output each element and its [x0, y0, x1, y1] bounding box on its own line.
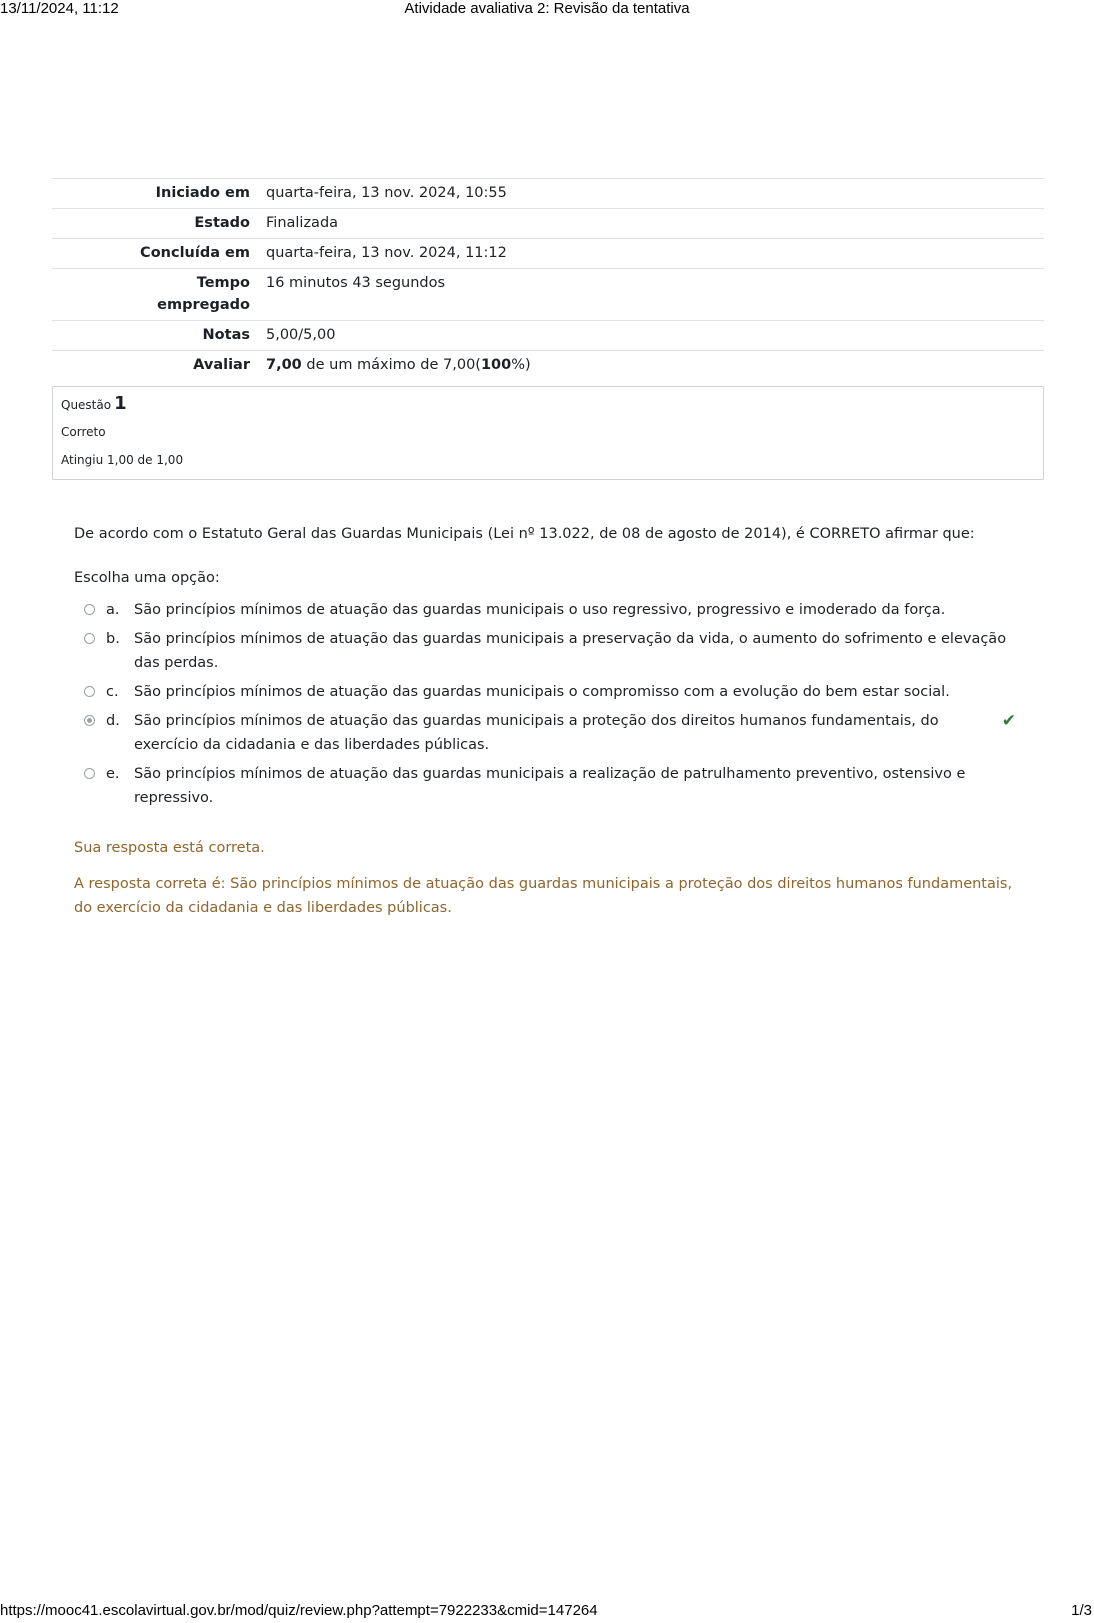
option-text: São princípios mínimos de atuação das guardas municipais o compromisso com a evolução do bem estar social. — [134, 684, 950, 700]
summary-row-state — [52, 209, 1044, 239]
option-text: São princípios mínimos de atuação das guardas municipais a proteção dos direitos humanos fundamentais, do exercício da cidadania e das liberdades públicas. — [134, 713, 939, 753]
radio-button-icon[interactable] — [84, 686, 95, 697]
print-page-number: 1/3 — [1071, 1602, 1092, 1619]
answer-prompt: Escolha uma opção: — [74, 570, 220, 586]
option-letter: b. — [106, 631, 120, 647]
completed-value: quarta-feira, 13 nov. 2024, 11:12 — [258, 239, 1044, 269]
option-letter: e. — [106, 766, 120, 782]
marks-label: Notas — [52, 321, 258, 351]
answer-option-e[interactable] — [84, 762, 1014, 810]
grade-middle: de um máximo de 7,00( — [301, 357, 481, 373]
check-icon: ✔ — [1001, 711, 1016, 731]
grade-value — [258, 351, 1044, 381]
answer-option-d[interactable] — [84, 709, 1014, 757]
time-label-line1: Tempo — [196, 275, 250, 291]
option-text: São princípios mínimos de atuação das guardas municipais a realização de patrulhamento preventivo, ostensivo e repressivo. — [134, 766, 966, 806]
print-url: https://mooc41.escolavirtual.gov.br/mod/quiz/review.php?attempt=7922233&cmid=147264 — [0, 1602, 598, 1619]
grade-percent: 100 — [480, 357, 512, 373]
radio-button-icon[interactable] — [84, 633, 95, 644]
feedback-correct: Sua resposta está correta. — [74, 840, 265, 856]
summary-row-grade — [52, 351, 1044, 381]
summary-row-marks — [52, 321, 1044, 351]
print-page-title: Atividade avaliativa 2: Revisão da tentativa — [404, 0, 690, 17]
answer-option-b[interactable] — [84, 627, 1014, 675]
question-info-box — [52, 386, 1044, 480]
attempt-summary-table — [52, 178, 1044, 380]
marks-value: 5,00/5,00 — [258, 321, 1044, 351]
radio-button-icon[interactable] — [84, 715, 95, 726]
grade-label: Avaliar — [52, 351, 258, 381]
question-number — [61, 393, 127, 414]
summary-row-completed — [52, 239, 1044, 269]
grade-score: 7,00 — [266, 357, 302, 373]
time-value: 16 minutos 43 segundos — [258, 269, 1044, 321]
print-header — [0, 0, 1094, 18]
summary-row-time — [52, 269, 1044, 321]
option-text: São princípios mínimos de atuação das guardas municipais a preservação da vida, o aumento do sofrimento e elevação das perdas. — [134, 631, 1007, 671]
question-number-label: Questão — [61, 398, 112, 412]
answer-options — [84, 598, 1014, 815]
right-answer: A resposta correta é: São princípios mínimos de atuação das guardas municipais a proteção dos direitos humanos fundamentais, do exercício da cidadania e das liberdades públicas. — [74, 876, 1013, 916]
option-letter: c. — [106, 684, 119, 700]
question-grade: Atingiu 1,00 de 1,00 — [61, 453, 184, 467]
question-state: Correto — [61, 425, 106, 439]
answer-option-c[interactable] — [84, 680, 1014, 704]
state-value: Finalizada — [258, 209, 1044, 239]
print-footer — [0, 1602, 1094, 1620]
option-letter: d. — [106, 713, 120, 729]
started-value: quarta-feira, 13 nov. 2024, 10:55 — [258, 179, 1044, 209]
radio-button-icon[interactable] — [84, 768, 95, 779]
started-label: Iniciado em — [52, 179, 258, 209]
time-label-line2: empregado — [157, 297, 250, 313]
question-text: De acordo com o Estatuto Geral das Guardas Municipais (Lei nº 13.022, de 08 de agosto de 2014), é CORRETO afirmar que: — [74, 526, 975, 542]
question-number-value: 1 — [114, 393, 127, 414]
completed-label: Concluída em — [52, 239, 258, 269]
option-text: São princípios mínimos de atuação das guardas municipais o uso regressivo, progressivo e imoderado da força. — [134, 602, 946, 618]
print-datetime: 13/11/2024, 11:12 — [0, 0, 119, 17]
summary-row-started — [52, 179, 1044, 209]
time-label — [52, 269, 258, 321]
state-label: Estado — [52, 209, 258, 239]
grade-end: %) — [511, 357, 531, 373]
radio-button-icon[interactable] — [84, 604, 95, 615]
answer-option-a[interactable] — [84, 598, 1014, 622]
option-letter: a. — [106, 602, 120, 618]
